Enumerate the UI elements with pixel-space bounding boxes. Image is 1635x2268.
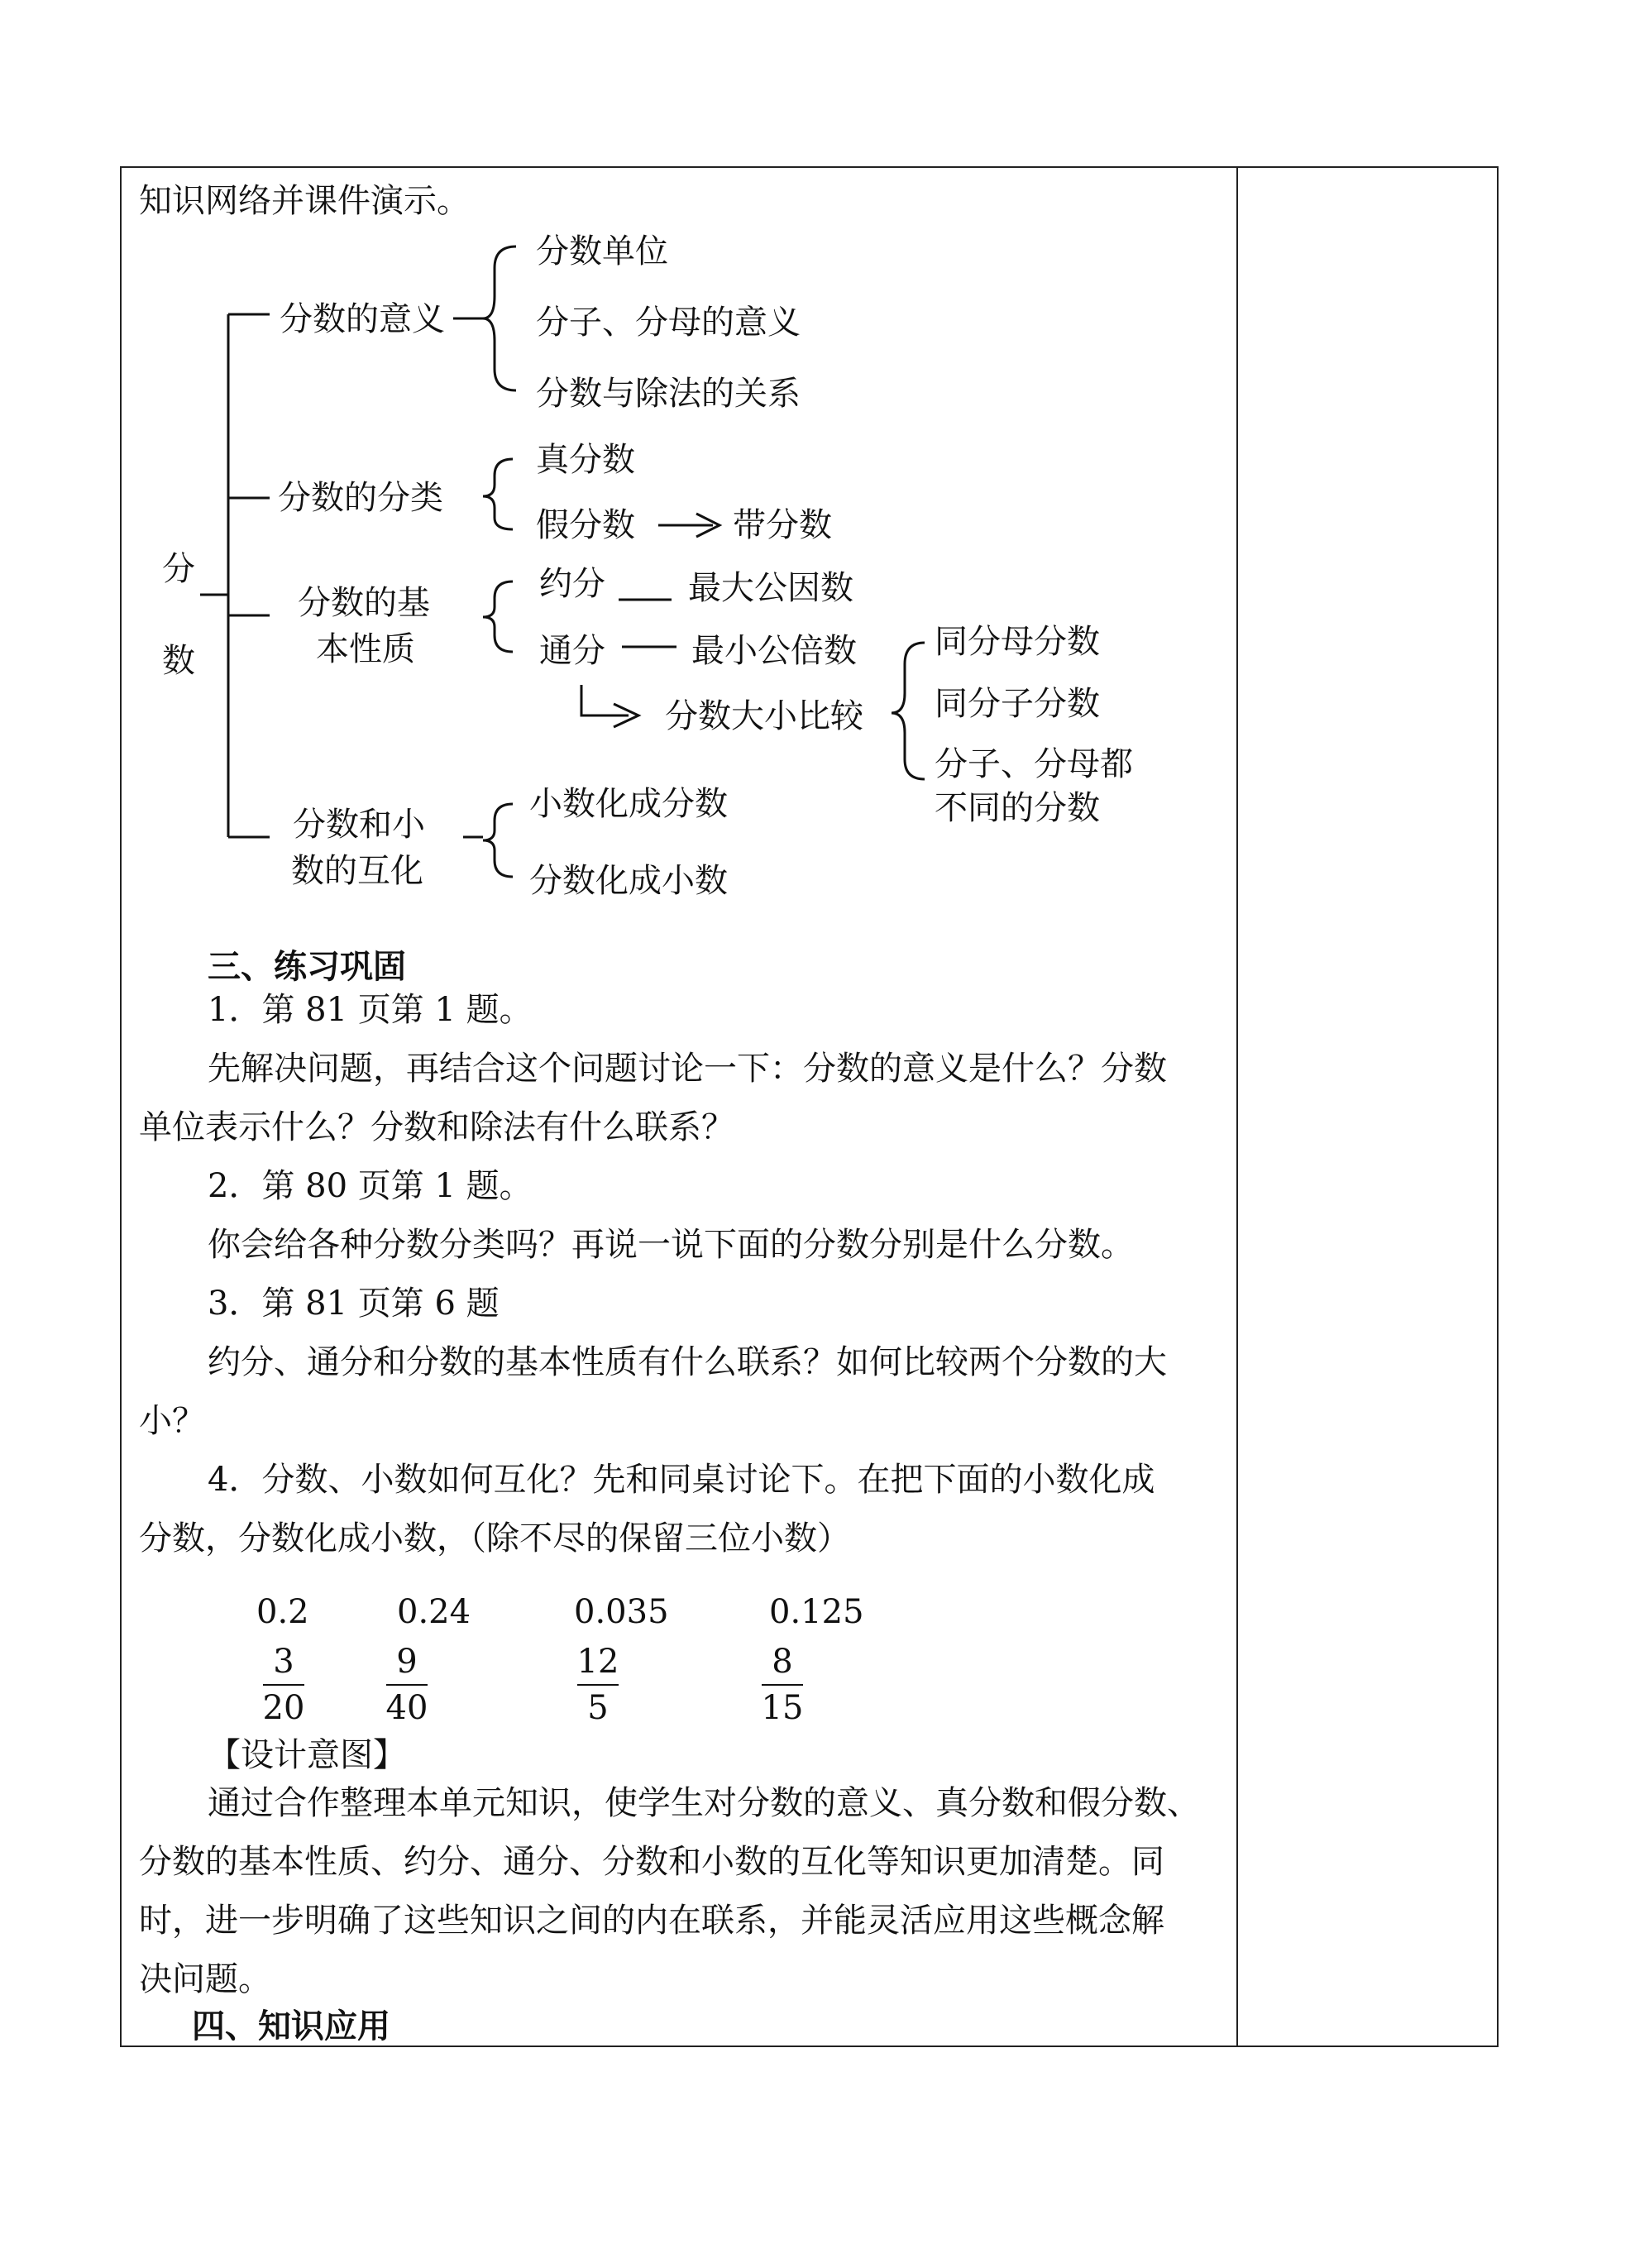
classification-item: 带分数 xyxy=(733,506,832,544)
decimal-value: 0.2 xyxy=(256,1593,309,1631)
design-line: 通过合作整理本单元知识，使学生对分数的意义、真分数和假分数、 xyxy=(208,1784,1200,1822)
section3-line: 单位表示什么？分数和除法有什么联系？ xyxy=(139,1108,734,1146)
meaning-brace xyxy=(483,246,516,390)
design-line: 决问题。 xyxy=(139,1960,271,1998)
compare-item: 分子、分母都 xyxy=(935,745,1133,783)
design-heading: 【设计意图】 xyxy=(208,1736,406,1774)
conversion-label-line1: 分数和小 xyxy=(293,806,425,844)
fraction-numerator: 8 xyxy=(772,1643,793,1681)
decimal-value: 0.035 xyxy=(574,1593,669,1631)
fraction-numerator: 9 xyxy=(396,1643,418,1681)
fraction-bar xyxy=(386,1684,428,1686)
compare-item: 同分母分数 xyxy=(935,623,1100,661)
section3-line: 小？ xyxy=(139,1402,205,1440)
conversion-brace xyxy=(483,804,513,877)
classification-label: 分数的分类 xyxy=(278,479,443,517)
compare-brace xyxy=(892,643,925,779)
property-label-line2: 本性质 xyxy=(316,630,415,668)
conversion-item: 分数化成小数 xyxy=(529,862,728,900)
fraction-bar xyxy=(762,1684,803,1686)
section3-line: 1．第 81 页第 1 题。 xyxy=(208,991,533,1029)
compare-item: 不同的分数 xyxy=(935,789,1100,827)
property-brace xyxy=(483,581,513,652)
section3-line: 2．第 80 页第 1 题。 xyxy=(208,1167,533,1205)
compare-item: 同分子分数 xyxy=(935,685,1100,723)
classification-brace xyxy=(483,459,513,529)
section3-line: 4．分数、小数如何互化？先和同桌讨论下。在把下面的小数化成 xyxy=(208,1461,1155,1499)
meaning-item: 分子、分母的意义 xyxy=(536,304,801,342)
section3-heading: 三、练习巩固 xyxy=(208,947,406,986)
decimal-value: 0.125 xyxy=(769,1593,864,1631)
section3-line: 先解决问题，再结合这个问题讨论一下：分数的意义是什么？分数 xyxy=(208,1050,1167,1088)
compare-label: 分数大小比较 xyxy=(665,697,863,735)
design-line: 分数的基本性质、约分、通分、分数和小数的互化等知识更加清楚。同 xyxy=(139,1843,1164,1881)
fraction-numerator: 12 xyxy=(576,1643,619,1681)
meaning-label: 分数的意义 xyxy=(280,300,445,338)
fraction-denominator: 15 xyxy=(761,1689,804,1727)
lcm-label: 最小公倍数 xyxy=(691,632,857,670)
meaning-item: 分数与除法的关系 xyxy=(536,375,801,413)
common-label: 通分 xyxy=(539,632,605,670)
meaning-item: 分数单位 xyxy=(536,232,668,270)
section4-heading: 四、知识应用 xyxy=(192,2007,390,2046)
section3-line: 你会给各种分数分类吗？再说一说下面的分数分别是什么分数。 xyxy=(208,1226,1134,1264)
fraction-numerator: 3 xyxy=(273,1643,294,1681)
property-label-line1: 分数的基 xyxy=(298,584,430,622)
fraction-bar xyxy=(577,1684,619,1686)
section3-line: 分数，分数化成小数，（除不尽的保留三位小数） xyxy=(139,1519,850,1557)
intro-line: 知识网络并课件演示。 xyxy=(139,182,470,220)
fraction-denominator: 20 xyxy=(262,1689,305,1727)
compare-l-line xyxy=(581,685,629,715)
tree-root-top: 分 xyxy=(162,550,195,588)
design-line: 时，进一步明确了这些知识之间的内在联系，并能灵活应用这些概念解 xyxy=(139,1902,1164,1940)
conversion-label-line2: 数的互化 xyxy=(291,852,423,890)
classification-item: 假分数 xyxy=(536,506,635,544)
section3-line: 约分、通分和分数的基本性质有什么联系？如何比较两个分数的大 xyxy=(208,1343,1167,1381)
classification-item: 真分数 xyxy=(536,441,635,479)
section3-line: 3．第 81 页第 6 题 xyxy=(208,1285,500,1323)
tree-root-bottom: 数 xyxy=(162,642,195,680)
reduce-label: 约分 xyxy=(539,565,605,603)
conversion-item: 小数化成分数 xyxy=(529,785,728,823)
gcf-label: 最大公因数 xyxy=(688,569,853,607)
fraction-bar xyxy=(263,1684,304,1686)
decimal-value: 0.24 xyxy=(397,1593,471,1631)
fraction-denominator: 5 xyxy=(587,1689,609,1727)
fraction-denominator: 40 xyxy=(385,1689,428,1727)
